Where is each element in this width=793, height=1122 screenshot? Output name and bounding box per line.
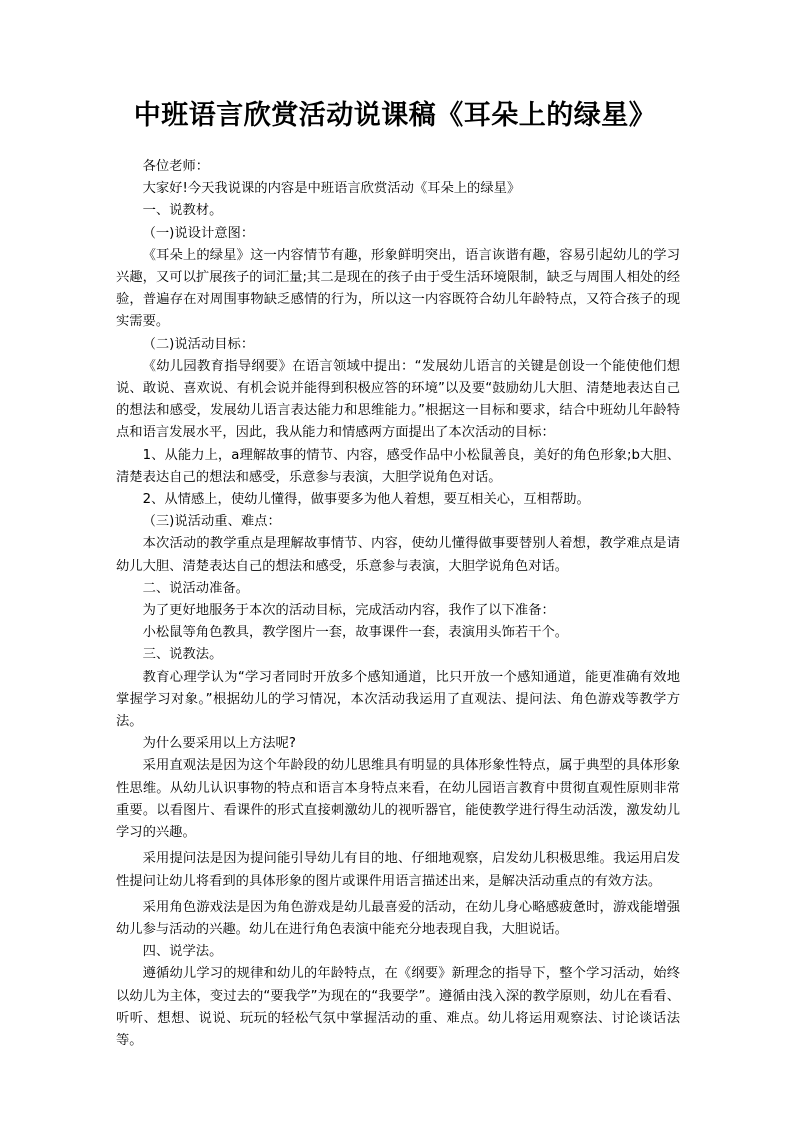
paragraph-greeting: 大家好!今天我说课的内容是中班语言欣赏活动《耳朵上的绿星》 [142, 181, 521, 197]
subheading-activity-goals: （二)说活动目标： [142, 336, 255, 352]
paragraph-salutation: 各位老师： [142, 159, 210, 174]
paragraph-question-method: 采用提问法是因为提问能引导幼儿有目的地、仔细地观察，启发幼儿积极思维。我运用启发性提问让幼儿将看到的具体形象的图片或课件用语言描述出来，是解决活动重点的有效方法。 [116, 851, 680, 889]
section-heading-preparation: 二、说活动准备。 [142, 580, 249, 596]
paragraph-visual-method: 采用直观法是因为这个年龄段的幼儿思维具有明显的具体形象性特点，属于典型的具体形象性思维。从幼儿认识事物的特点和语言本身特点来看，在幼儿园语言教育中贯彻直观性原则非常重要。以看图片、看课件的形式直接刺激幼儿的视听器官，能使教学进行得生动活泼，激发幼儿学习的兴趣。 [116, 758, 680, 841]
section-heading-learning-methods: 四、说学法。 [142, 944, 223, 960]
paragraph-ability-goal: 1、从能力上，a理解故事的情节、内容，感受作品中小松鼠善良，美好的角色形象;b大胆、清楚表达自己的想法和感受，乐意参与表演，大胆学说角色对话。 [116, 447, 680, 485]
paragraph-key-points: 本次活动的教学重点是理解故事情节、内容，使幼儿懂得做事要替别人着想，教学难点是请幼儿大胆、清楚表达自己的想法和感受，乐意参与表演，大胆学说角色对话。 [116, 536, 680, 574]
section-heading-materials: 一、说教材。 [142, 203, 223, 219]
section-heading-teaching-methods: 三、说教法。 [142, 647, 223, 663]
paragraph-emotion-goal: 2、从情感上，使幼儿懂得，做事要多为他人着想，要互相关心，互相帮助。 [142, 492, 590, 508]
document-body [116, 156, 680, 1052]
paragraph-preparation-items: 小松鼠等角色教具，教学图片一套，故事课件一套，表演用头饰若干个。 [142, 625, 569, 641]
paragraph-learning-methods: 遵循幼儿学习的规律和幼儿的年龄特点，在《纲要》新理念的指导下，整个学习活动，始终以幼儿为主体，变过去的“要我学”为现在的“我要学”。遵循由浅入深的教学原则，幼儿在看看、听听、想想、说说、玩玩的轻松气氛中掌握活动的重、难点。幼儿将运用观察法、讨论谈话法等。 [116, 966, 680, 1048]
paragraph-guideline-quote: 《幼儿园教育指导纲要》在语言领域中提出：“发展幼儿语言的关键是创设一个能使他们想说、敢说、喜欢说、有机会说并能得到积极应答的环境”以及要“鼓励幼儿大胆、清楚地表达自己的想法和感受，发展幼儿语言表达能力和思维能力。”根据这一目标和要求，结合中班幼儿年龄特点和语言发展水平，因此，我从能力和情感两方面提出了本次活动的目标： [116, 358, 680, 441]
paragraph-why-methods: 为什么要采用以上方法呢? [142, 736, 296, 752]
paragraph-preparation-intro: 为了更好地服务于本次的活动目标，完成活动内容，我作了以下准备： [142, 603, 555, 619]
subheading-key-points: （三)说活动重、难点： [142, 514, 281, 530]
paragraph-teaching-methods: 教育心理学认为“学习者同时开放多个感知通道，比只开放一个感知通道，能更准确有效地掌握学习对象。”根据幼儿的学习情况，本次活动我运用了直观法、提问法、角色游戏等教学方法。 [116, 669, 680, 730]
subheading-design-intent: （一)说设计意图： [142, 225, 255, 241]
paragraph-role-play-method: 采用角色游戏法是因为角色游戏是幼儿最喜爱的活动，在幼儿身心略感疲惫时，游戏能增强幼儿参与活动的兴趣。幼儿在进行角色表演中能充分地表现自我，大胆说话。 [116, 899, 680, 937]
page-title: 中班语言欣赏活动说课稿《耳朵上的绿星》 [133, 100, 657, 131]
paragraph-design-intent: 《耳朵上的绿星》这一内容情节有趣，形象鲜明突出，语言诙谐有趣，容易引起幼儿的学习兴趣，又可以扩展孩子的词汇量;其二是现在的孩子由于受生活环境限制，缺乏与周围人相处的经验，普遍存在对周围事物缺乏感情的行为，所以这一内容既符合幼儿年龄特点，又符合孩子的现实需要。 [116, 247, 680, 330]
